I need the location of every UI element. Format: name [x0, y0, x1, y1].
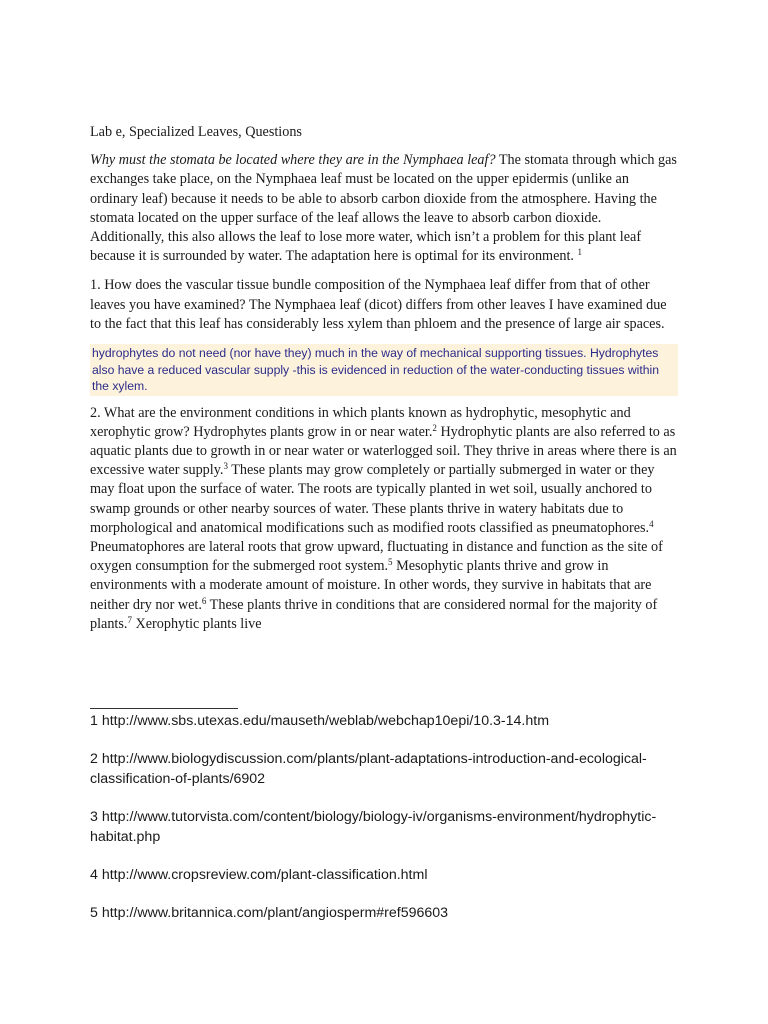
footnote-ref-4[interactable]: 4	[649, 518, 654, 529]
footnote-separator	[90, 708, 238, 709]
document-title: Lab e, Specialized Leaves, Questions	[90, 124, 302, 140]
footnote-ref-1[interactable]: 1	[577, 247, 583, 258]
footnote-ref-6[interactable]: 6	[201, 595, 207, 606]
footnote-ref-2[interactable]: 2	[432, 422, 437, 433]
footnote-5[interactable]: 5 http://www.britannica.com/plant/angiosperm#ref596603	[90, 905, 449, 921]
answer-stomata: The stomata through which gas exchanges take place, on the Nymphaea leaf must be located on the upper epidermis (unlike an ordinary leaf) because it needs to be able to absorb carbon dioxide from the atmosphere. Having the stomata located on the upper surface of the leaf allows the leave to absorb carbon dioxide. Additionally, this also allows the leaf to lose more water, which isn’t a problem for this plant leaf because it is surrounded by water. The adaptation here is optimal for its environment.	[90, 152, 677, 265]
q2-sentence-7: Xerophytic plants live	[131, 615, 262, 632]
paragraph-stomata	[90, 151, 678, 266]
paragraph-question-1: 1. How does the vascular tissue bundle composition of the Nymphaea leaf differ from that of other leaves you have examined? The Nymphaea leaf (dicot) differs from other leaves I have examined due to the fact that this leaf has considerably less xylem than phloem and the presence of large air spaces.	[90, 277, 667, 332]
footnote-1[interactable]: 1 http://www.sbs.utexas.edu/mauseth/weblab/webchap10epi/10.3-14.htm	[90, 713, 550, 729]
footnote-ref-5[interactable]: 5	[388, 557, 393, 568]
q2-sentence-2: Hydrophytic plants are also referred to as aquatic plants due to growth in or near water or waterlogged soil. They thrive in areas where there is an excessive water supply.	[90, 423, 677, 479]
q2-sentence-6: These plants thrive in conditions that are considered normal for the majority of plants.	[90, 596, 658, 632]
footnote-2[interactable]: 2 http://www.biologydiscussion.com/plants/plant-adaptations-introduction-and-ecological-classification-of-plants/6902	[90, 751, 647, 787]
document-body	[90, 118, 678, 644]
highlighted-note: hydrophytes do not need (nor have they) much in the way of mechanical supporting tissues. Hydrophytes also have a reduced vascular supply -this is evidenced in reduction of the water-conducting tissues within the xylem.	[90, 344, 678, 396]
footnote-3[interactable]: 3 http://www.tutorvista.com/content/biology/biology-iv/organisms-environment/hydrophytic-habitat.php	[90, 809, 657, 845]
footnote-ref-7[interactable]: 7	[127, 614, 132, 625]
question-stomata: Why must the stomata be located where they are in the Nymphaea leaf?	[90, 152, 496, 169]
q2-sentence-1: 2. What are the environment conditions in which plants known as hydrophytic, mesophytic and xerophytic grow? Hydrophytes plants grow in or near water.	[90, 404, 631, 440]
footnote-4[interactable]: 4 http://www.cropsreview.com/plant-classification.html	[90, 867, 428, 883]
paragraph-question-2	[90, 404, 678, 634]
q2-sentence-5: Mesophytic plants thrive and grow in environments with a moderate amount of moisture. In other words, they survive in habitats that are neither dry nor wet.	[90, 558, 652, 613]
q2-sentence-3: These plants may grow completely or partially submerged in water or they may float upon the surface of water. The roots are typically planted in wet soil, usually anchored to swamp grounds or other nearby sources of water. These plants thrive in watery habitats due to morphological and anatomical modifications such as modified roots classified as pneumatophores.	[90, 462, 655, 536]
footnotes	[90, 711, 690, 941]
footnote-ref-3[interactable]: 3	[223, 461, 228, 472]
q2-sentence-4: Pneumatophores are lateral roots that grow upward, fluctuating in distance and function as the site of oxygen consumption for the submerged root system.	[90, 538, 663, 575]
